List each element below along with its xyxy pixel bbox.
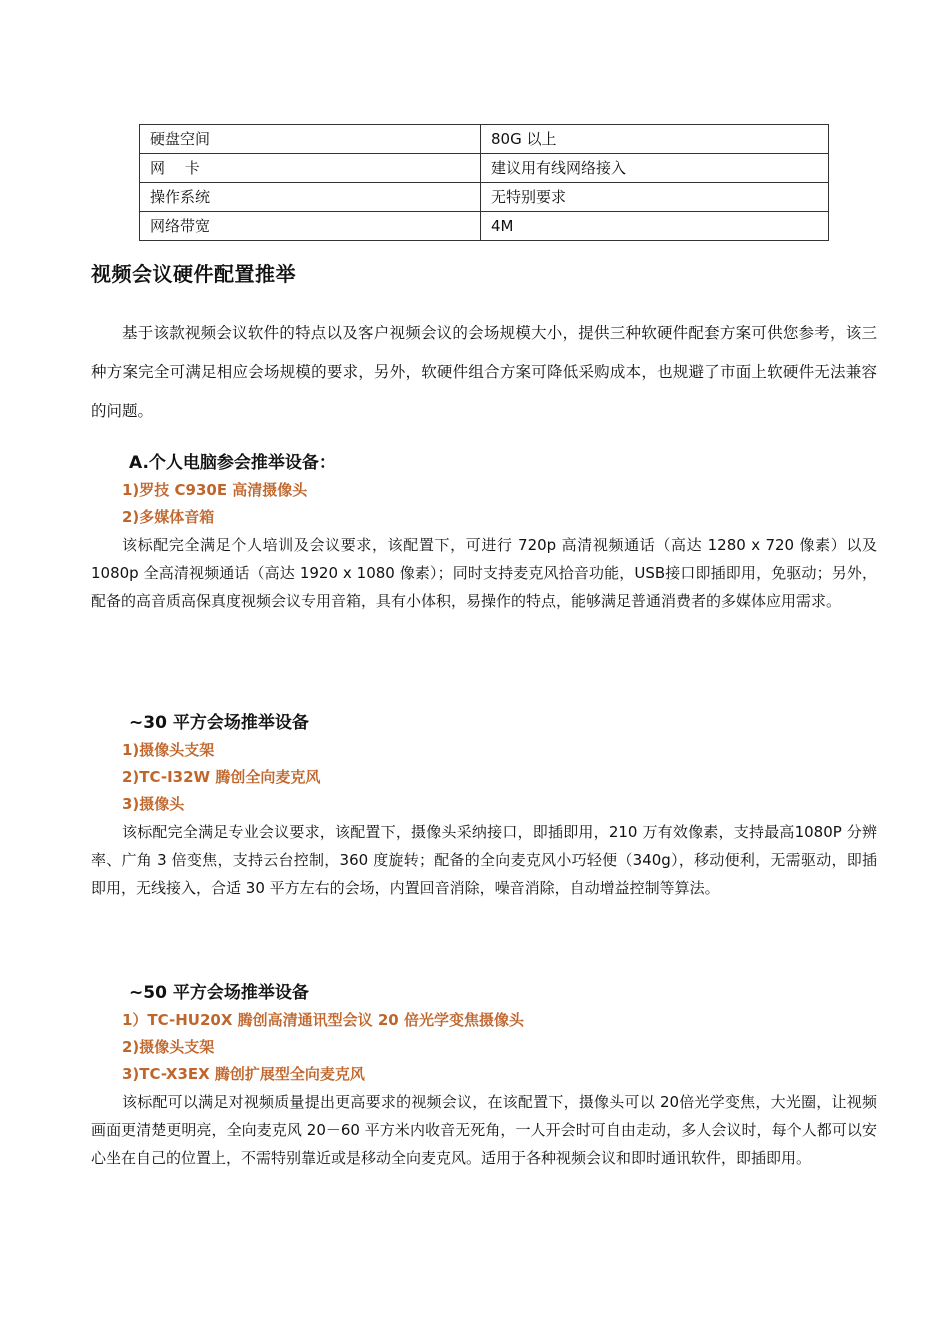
spec-label: 网 卡 xyxy=(140,154,481,183)
equipment-list xyxy=(91,737,877,818)
spec-label: 硬盘空间 xyxy=(140,125,481,154)
spec-value: 建议用有线网络接入 xyxy=(481,154,829,183)
list-item: 3)TC-X3EX 腾创扩展型全向麦克风 xyxy=(122,1065,365,1083)
spec-value: 80G 以上 xyxy=(481,125,829,154)
list-item: 1)罗技 C930E 高清摄像头 xyxy=(122,481,308,499)
table-row xyxy=(140,212,829,241)
spec-value: 无特别要求 xyxy=(481,183,829,212)
list-item: 2)多媒体音箱 xyxy=(122,508,215,526)
section-50sqm xyxy=(91,979,877,1172)
section-title: A.个人电脑参会推举设备： xyxy=(129,453,336,473)
table-row xyxy=(140,183,829,212)
spec-label: 操作系统 xyxy=(140,183,481,212)
section-title: ~50 平方会场推举设备 xyxy=(129,983,309,1003)
section-personal xyxy=(91,449,877,615)
list-item: 2)摄像头支架 xyxy=(122,1038,215,1056)
intro-text: 基于该款视频会议软件的特点以及客户视频会议的会场规模大小，提供三种软硬件配套方案可供您参考，该三种方案完全可满足相应会场规模的要求，另外，软硬件组合方案可降低采购成本，也规避了市面上软硬件无法兼容的问题。 xyxy=(91,324,877,420)
section-30sqm xyxy=(91,709,877,902)
list-item: 3)摄像头 xyxy=(122,795,185,813)
equipment-list xyxy=(91,1007,877,1088)
table-row xyxy=(140,125,829,154)
intro-paragraph xyxy=(91,314,877,431)
spec-value: 4M xyxy=(481,212,829,241)
spec-label: 网络带宽 xyxy=(140,212,481,241)
list-item: 1）TC-HU20X 腾创高清通讯型会议 20 倍光学变焦摄像头 xyxy=(122,1011,524,1029)
table-row xyxy=(140,154,829,183)
section-title: ~30 平方会场推举设备 xyxy=(129,713,309,733)
section-body: 该标配完全满足个人培训及会议要求，该配置下，可进行 720p 高清视频通话（高达 1280 x 720 像素）以及1080p 全高清视频通话（高达 1920 x 1080 像素）；同时支持麦克风拾音功能，USB接口即插即用，免驱动；另外，配备的高音质高保真度视频会议专用音箱，具有小体积，易操作的特点，能够满足普通消费者的多媒体应用需求。 xyxy=(91,536,877,610)
list-item: 1)摄像头支架 xyxy=(122,741,215,759)
equipment-list xyxy=(91,477,877,531)
spec-table xyxy=(139,124,829,241)
section-body: 该标配可以满足对视频质量提出更高要求的视频会议，在该配置下，摄像头可以 20倍光学变焦，大光圈，让视频画面更清楚更明亮，全向麦克风 20－60 平方米内收音无死角，一人开会时可自由走动，多人会议时，每个人都可以安心坐在自己的位置上，不需特别靠近或是移动全向麦克风。适用于各种视频会议和即时通讯软件，即插即用。 xyxy=(91,1093,877,1167)
section-body: 该标配完全满足专业会议要求，该配置下，摄像头采纳接口，即插即用，210 万有效像素，支持最高1080P 分辨率、广角 3 倍变焦，支持云台控制，360 度旋转；配备的全向麦克风小巧轻便（340g），移动便利，无需驱动，即插即用，无线接入，合适 30 平方左右的会场，内置回音消除，噪音消除，自动增益控制等算法。 xyxy=(91,823,877,897)
list-item: 2)TC-I32W 腾创全向麦克风 xyxy=(122,768,321,786)
section-heading: 视频会议硬件配置推举 xyxy=(91,262,296,286)
